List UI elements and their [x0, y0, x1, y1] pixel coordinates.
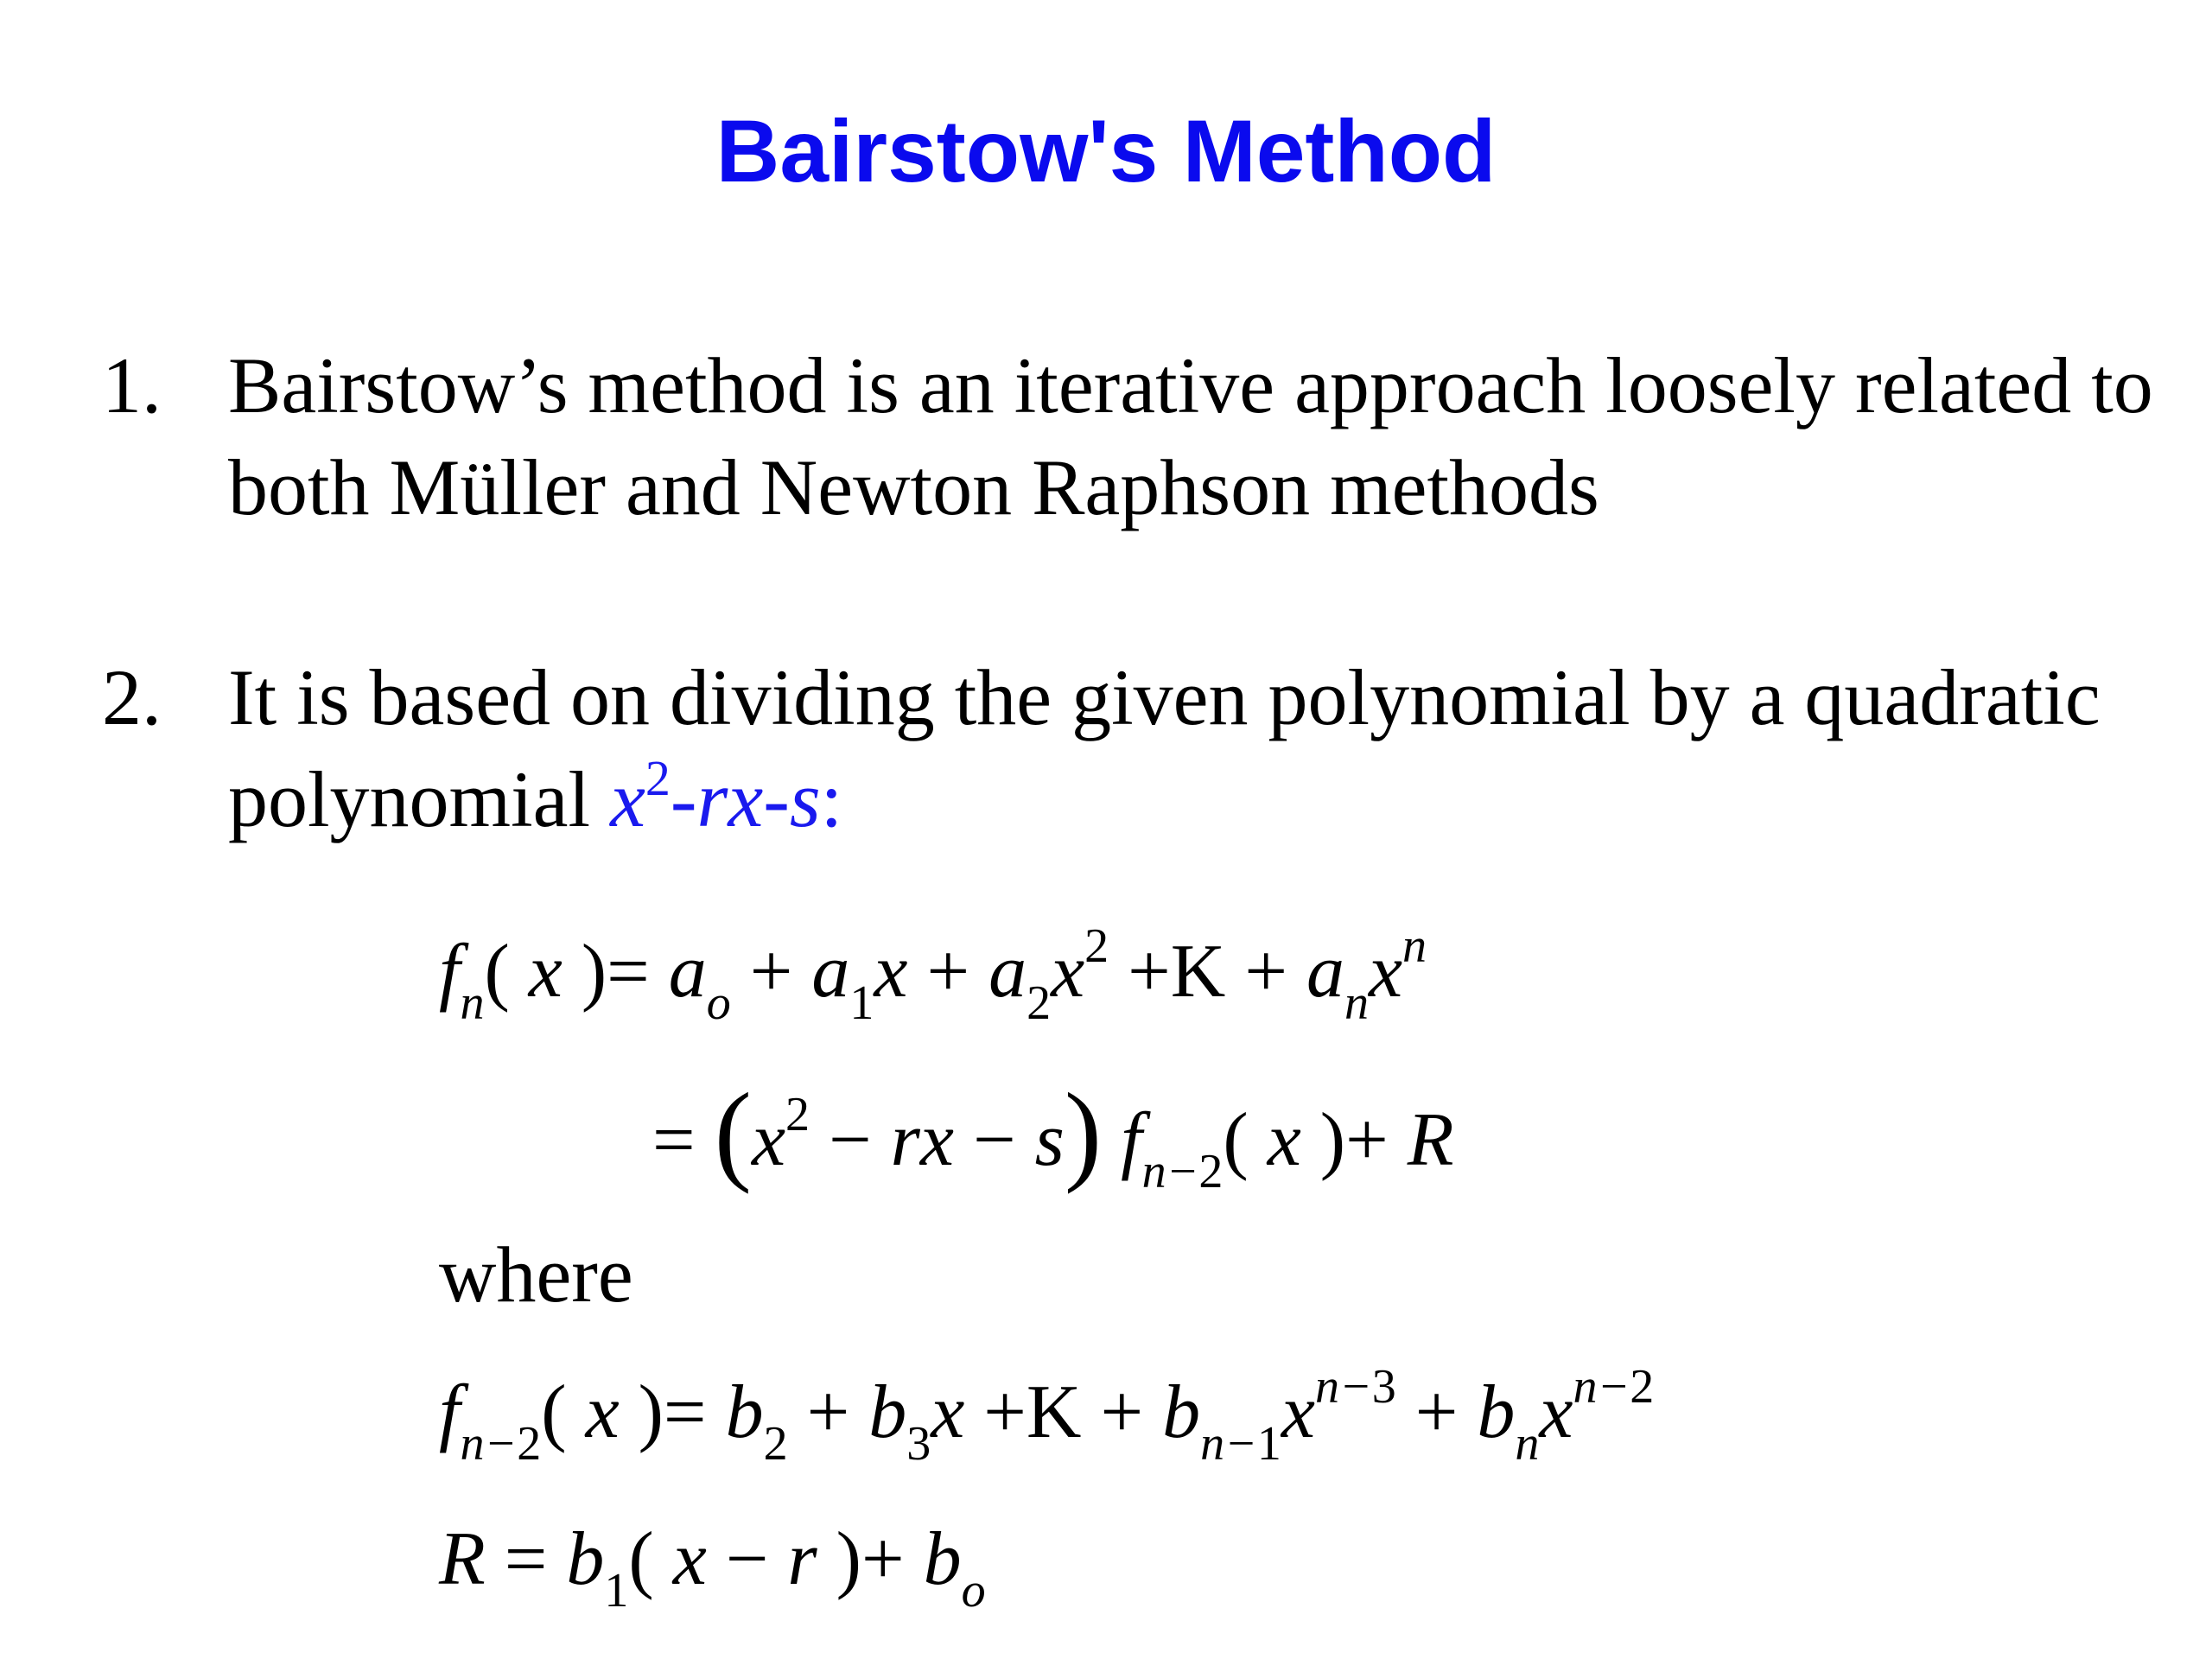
list-item-text: Bairstow’s method is an iterative approach loosely related to both Müller and Newton Raphson methods — [228, 341, 2153, 531]
list-item-number: 1. — [102, 341, 162, 429]
list-item-number: 2. — [102, 653, 162, 741]
equation-factorized: = ($x^2$ − rx − s) $f_{n-2}$( x )+ R — [652, 1071, 1454, 1198]
quadratic-formula: $x^2-rx-s$: — [610, 750, 843, 843]
equation-quotient: $f_{n-2}$( x )= $b_2 + b_3x +K + b_{n-1}x^{n-3} + b_nx^{n-2}$ — [439, 1360, 1655, 1471]
where-label: where — [439, 1230, 633, 1319]
list-item-text: It is based on dividing the given polynomial by a quadratic polynomial — [228, 653, 2101, 843]
equation-remainder: $R = b_1$( x − r )+ $b_o$ — [439, 1517, 986, 1618]
slide-title: Bairstow's Method — [715, 102, 1497, 200]
equation-polynomial: $f_n$( x )= $a_o + a_1x + a_2x^2 +K + a_nx^n$ — [439, 919, 1427, 1030]
list-item-content — [228, 646, 2172, 850]
